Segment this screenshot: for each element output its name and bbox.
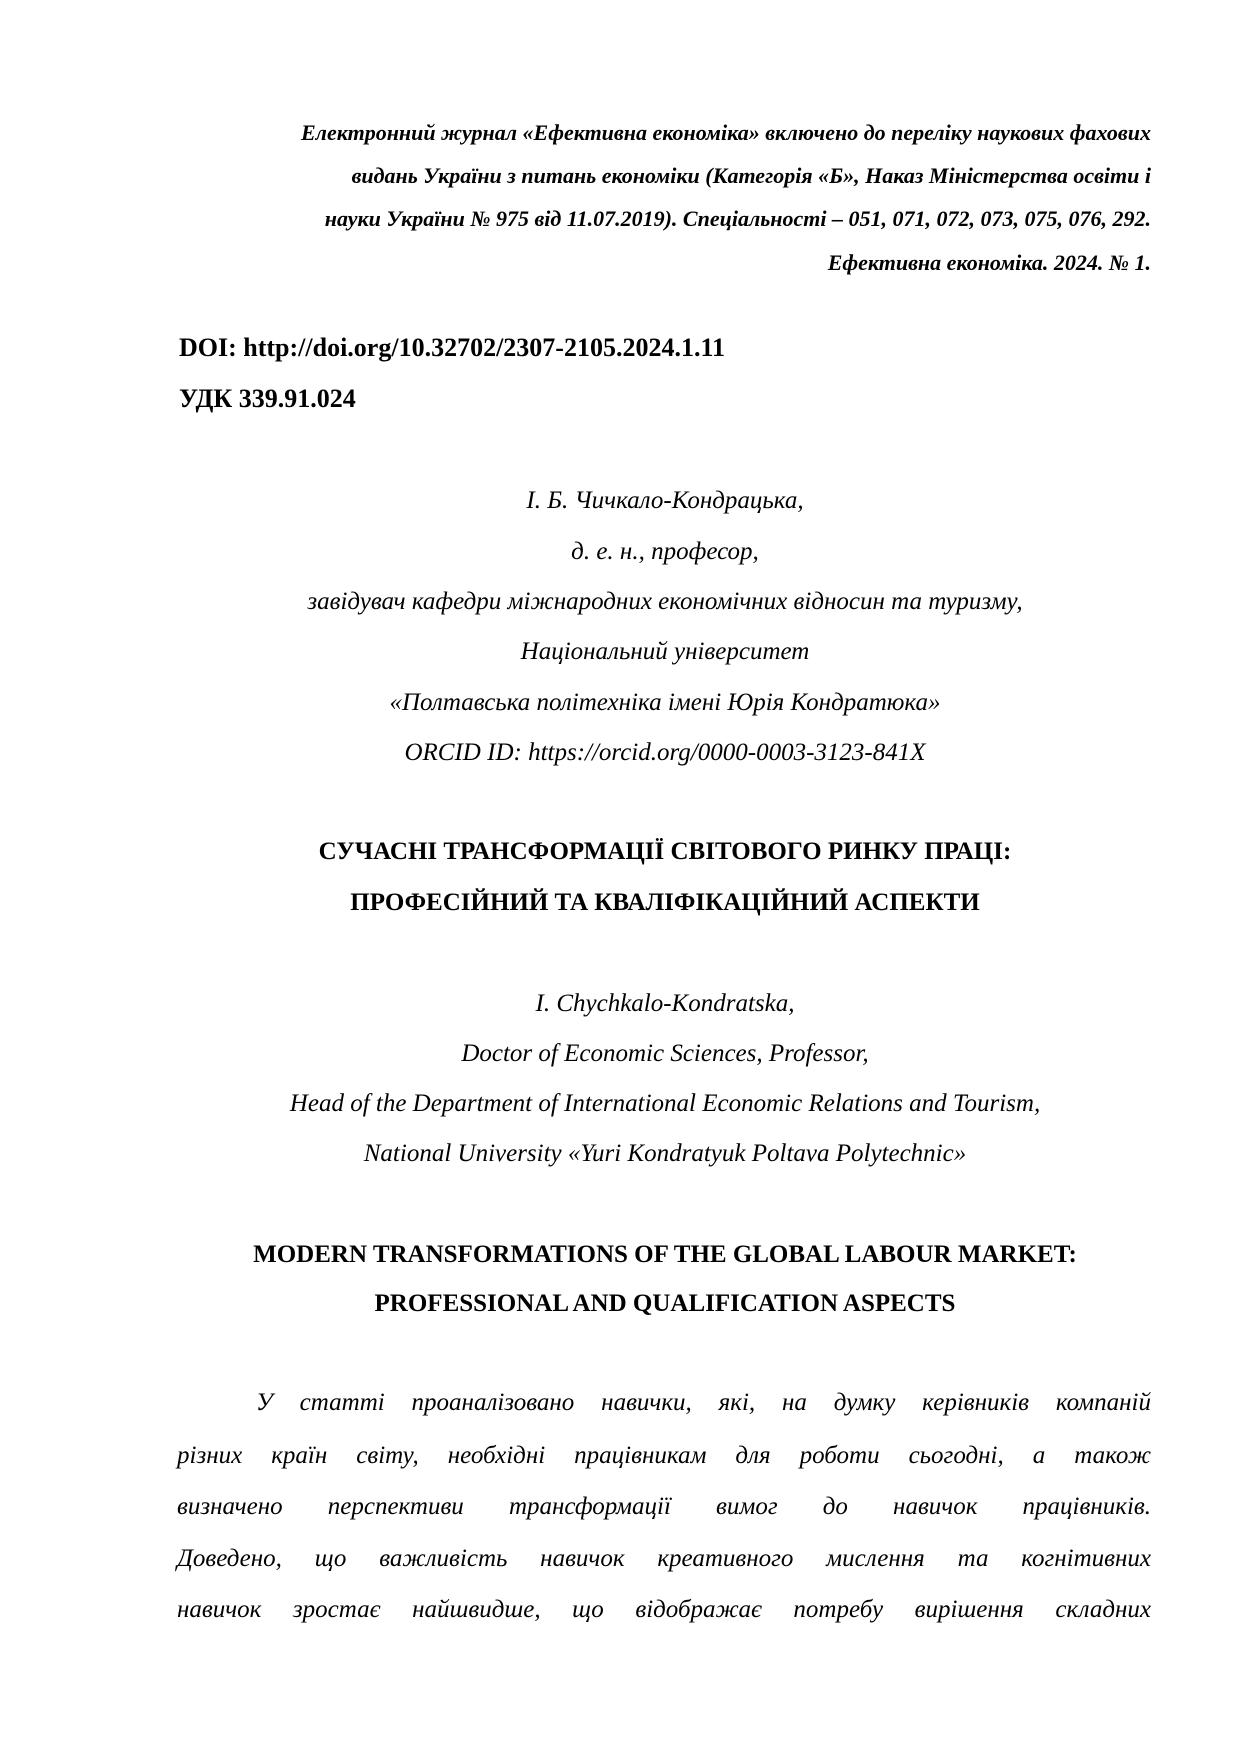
author-name: I. Chychkalo-Kondratska, <box>535 990 795 1017</box>
doi-link[interactable]: DOI: http://doi.org/10.32702/2307-2105.2024.1.11 <box>179 333 726 362</box>
journal-header-line: Електронний журнал «Ефективна економіка» включено до переліку наукових фахових <box>301 120 1151 145</box>
udc-code: УДК 339.91.024 <box>179 384 356 413</box>
author-degree: д. е. н., професор, <box>571 538 759 565</box>
author-name: І. Б. Чичкало-Кондрацька, <box>526 487 804 514</box>
title-line: PROFESSIONAL AND QUALIFICATION ASPECTS <box>374 1290 956 1317</box>
author-orcid-link[interactable]: ORCID ID: https://orcid.org/0000-0003-3123-841X <box>404 739 926 766</box>
title-line: MODERN TRANSFORMATIONS OF THE GLOBAL LABOUR MARKET: <box>253 1241 1077 1268</box>
abstract-line: різних країн світу, необхідні працівникам для роботи сьогодні, а також <box>177 1442 1151 1469</box>
journal-header-line: видань України з питань економіки (Категорія «Б», Наказ Міністерства освіти і <box>351 163 1151 188</box>
title-line: СУЧАСНІ ТРАНСФОРМАЦІЇ СВІТОВОГО РИНКУ ПРАЦІ: <box>318 838 1012 865</box>
author-affiliation: Національний університет <box>520 638 810 665</box>
author-position: завідувач кафедри міжнародних економічних відносин та туризму, <box>307 588 1023 615</box>
author-degree: Doctor of Economic Sciences, Professor, <box>461 1040 869 1067</box>
author-position: Head of the Department of International Economic Relations and Tourism, <box>289 1090 1041 1117</box>
abstract-line: визначено перспективи трансформації вимог до навичок працівників. <box>177 1493 1151 1520</box>
journal-header-line: Ефективна економіка. 2024. № 1. <box>827 250 1151 275</box>
journal-header-line: науки України № 975 від 11.07.2019). Спеціальності – 051, 071, 072, 073, 075, 076, 292. <box>324 206 1151 231</box>
author-affiliation: National University «Yuri Kondratyuk Poltava Polytechnic» <box>363 1140 967 1167</box>
title-line: ПРОФЕСІЙНИЙ ТА КВАЛІФІКАЦІЙНИЙ АСПЕКТИ <box>350 889 980 916</box>
author-affiliation: «Полтавська політехніка імені Юрія Кондратюка» <box>389 689 941 716</box>
abstract-line: Доведено, що важливість навичок креативного мислення та когнітивних <box>177 1545 1151 1572</box>
abstract-line: У статті проаналізовано навички, які, на думку керівників компаній <box>256 1389 1151 1416</box>
abstract-line: навичок зростає найшвидше, що відображає потребу вирішення складних <box>177 1596 1151 1623</box>
